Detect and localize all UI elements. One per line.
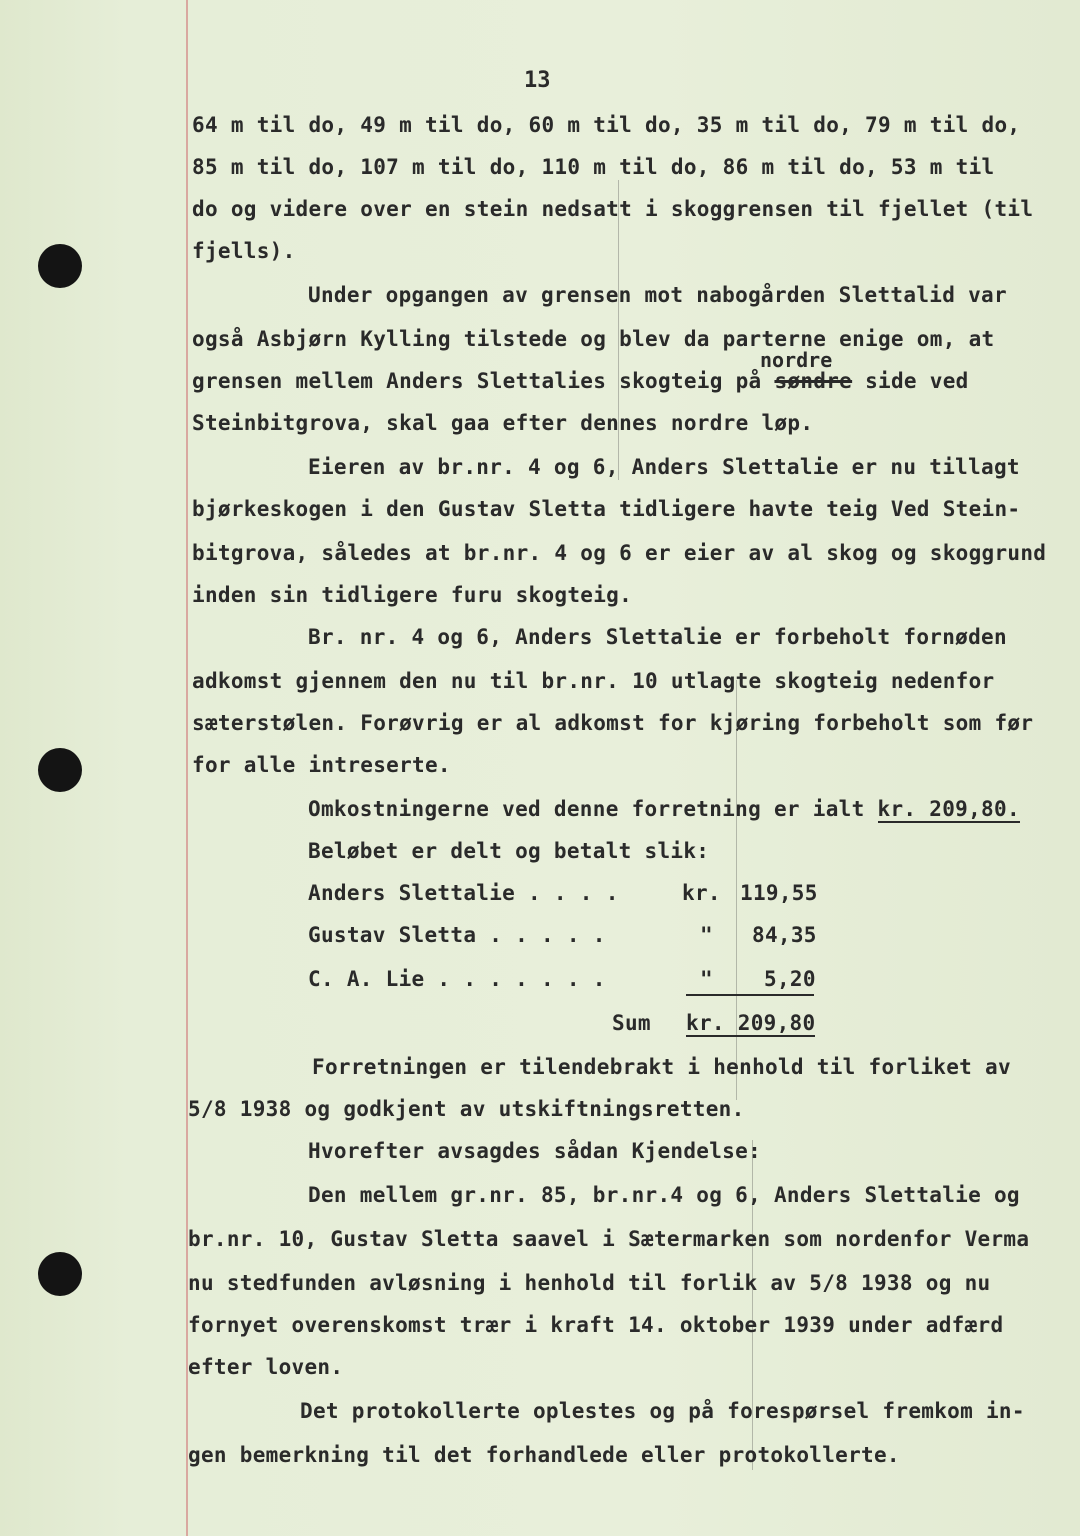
text-line: br.nr. 10, Gustav Sletta saavel i Sætermarken som nordenfor Verma [188, 1227, 1030, 1251]
sum-rule [686, 994, 814, 996]
sum-amount [686, 1010, 815, 1036]
text-line: Beløbet er delt og betalt slik: [308, 839, 710, 863]
payment-name: C. A. Lie . . . . . . . [308, 967, 606, 991]
sum-label: Sum [612, 1011, 651, 1035]
text-line: Hvorefter avsagdes sådan Kjendelse: [308, 1139, 762, 1163]
struck-word: søndre [774, 369, 853, 393]
text-line: gen bemerkning til det forhandlede eller protokollerte. [188, 1443, 900, 1467]
text-line: 85 m til do, 107 m til do, 110 m til do, 86 m til do, 53 m til [192, 155, 995, 179]
punch-hole [38, 1252, 82, 1296]
text-line: inden sin tidligere furu skogteig. [192, 583, 633, 607]
text-line [308, 796, 1020, 822]
punch-hole [38, 244, 82, 288]
text-line-start: Omkostningerne ved denne forretning er ialt [308, 797, 865, 821]
text-line: 64 m til do, 49 m til do, 60 m til do, 35 m til do, 79 m til do, [192, 113, 1021, 137]
payment-prefix: kr. [682, 881, 721, 905]
page-number: 13 [524, 68, 551, 93]
text-line: sæterstølen. Forøvrig er al adkomst for kjøring forbeholt som før [192, 711, 1034, 735]
payment-name: Anders Slettalie . . . . [308, 881, 619, 905]
text-line: Under opgangen av grensen mot nabogården Slettalid var [308, 283, 1007, 307]
text-line: nu stedfunden avløsning i henhold til forlik av 5/8 1938 og nu [188, 1271, 991, 1295]
payment-amount: 84,35 [752, 923, 817, 947]
text-line: adkomst gjennem den nu til br.nr. 10 utlagte skogteig nedenfor [192, 669, 995, 693]
text-line [192, 368, 969, 394]
payment-name: Gustav Sletta . . . . . [308, 923, 606, 947]
text-line: Den mellem gr.nr. 85, br.nr.4 og 6, Anders Slettalie og [308, 1183, 1020, 1207]
text-line: Eieren av br.nr. 4 og 6, Anders Slettalie er nu tillagt [308, 455, 1020, 479]
text-line: for alle intreserte. [192, 753, 451, 777]
text-line: do og videre over en stein nedsatt i skoggrensen til fjellet (til [192, 197, 1034, 221]
payment-prefix: " [700, 967, 713, 991]
text-line-start: grensen mellem Anders Slettalies skogteig på [192, 369, 762, 393]
payment-prefix: " [700, 923, 713, 947]
text-line: Br. nr. 4 og 6, Anders Slettalie er forbeholt fornøden [308, 625, 1007, 649]
text-line: også Asbjørn Kylling tilstede og blev da parterne enige om, at [192, 327, 995, 351]
paper-crease [736, 680, 737, 1100]
text-line: efter loven. [188, 1355, 344, 1379]
punch-hole [38, 748, 82, 792]
text-line: Forretningen er tilendebrakt i henhold til forliket av [312, 1055, 1011, 1079]
payment-amount: 5,20 [764, 967, 816, 991]
sum-amount-value: kr. 209,80 [686, 1011, 816, 1035]
text-line: bjørkeskogen i den Gustav Sletta tidligere havte teig Ved Stein- [192, 497, 1021, 521]
margin-line [186, 0, 188, 1536]
text-line: Steinbitgrova, skal gaa efter dennes nordre løp. [192, 411, 814, 435]
handwritten-insert: nordre [760, 348, 833, 372]
text-line: fornyet overenskomst trær i kraft 14. oktober 1939 under adfærd [188, 1313, 1004, 1337]
text-line: 5/8 1938 og godkjent av utskiftningsretten. [188, 1097, 745, 1121]
payment-amount: 119,55 [740, 881, 818, 905]
total-amount: kr. 209,80. [877, 797, 1020, 821]
text-line: Det protokollerte oplestes og på forespørsel fremkom in- [300, 1399, 1025, 1423]
text-line: fjells). [192, 239, 296, 263]
text-line: bitgrova, således at br.nr. 4 og 6 er eier av al skog og skoggrund [192, 541, 1047, 565]
text-line-end: side ved [865, 369, 969, 393]
